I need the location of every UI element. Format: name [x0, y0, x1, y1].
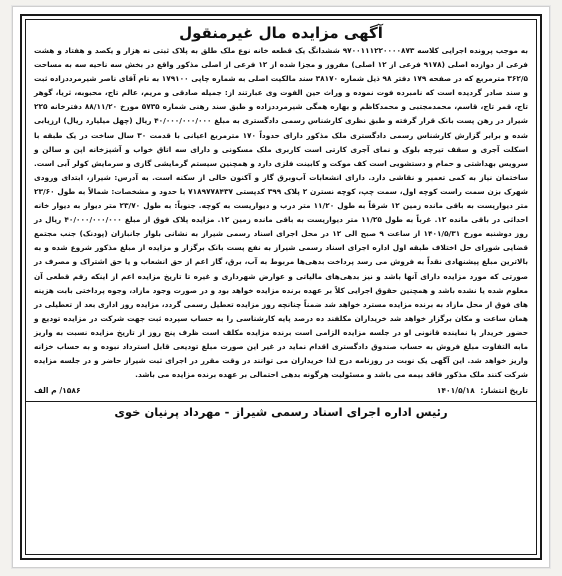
notice-title: آگهی مزایده مال غیرمنقول	[179, 24, 383, 42]
publish-date: ۱۴۰۱/۵/۱۸	[436, 386, 475, 396]
notice-outer-border	[20, 14, 542, 560]
notice-body: به موجب پرونده اجرایی کلاسه ۹۷۰۰۱۱۱۲۲۰۰۰۰۸۷۳ ششدانگ یک قطعه خانه نوع ملک طلق به پلاک ثبتی نه هزار و یکصد و هفتاد و هشت فرعی از دوازده اصلی (۹۱۷۸ فرعی از ۱۲ اصلی) مفروز و مجزا شده از ۱۲ فرعی از اصلی مذکور واقع در بخش سه ناحیه سه به مساحت ۳۶۲/۵ مترمربع که در صفحه ۱۷۹ دفتر ۹۸ ذیل شماره ۳۸۱۷۰ سند مالکیت اصلی به شماره چاپی ۱۷۹۱۰۰ به نام آقای ناصر شیرمرددزاده ثبت و سند صادر گردیده است که نامبرده فوت نموده و وراث حین الفوت وی عبارتند از: جمیله صادقی و مریم، عالم تاج، محبوبه، ثریا، گوهر تاج، قمر تاج، قاسم، محمدمجتبی و محمدکاظم و بهاره همگی شیرمرددزاده و طبق سند رهنی شماره ۵۷۳۵ مورخ ۸۸/۱۱/۲۰ دفترخانه ۲۲۵ شیراز در رهن پست بانک قرار گرفته و طبق نظری کارشناس رسمی دادگستری به مبلغ ۴۰/۰۰۰/۰۰۰/۰۰۰ ریال (چهل میلیارد ریال) ارزیابی شده و برابر گزارش کارشناس رسمی دادگستری ملک مذکور دارای حدوداً ۱۷۰ مترمربع اعیانی با قدمت ۳۰ سال ساخت در یک طبقه با اسکلت آجری و سقف تیرچه بلوک و نمای آجری کارتی است کاربری ملک مسکونی و دارای سه اتاق خواب و آشپزخانه اپن و سالن و سرویس بهداشتی و حمام و دستشویی است کف موکت و کابینت فلزی دارد و همچنین سیستم گرمایشی گازی و سرمایش کولر آبی است. ساختمان نیاز به کمی تعمیر و نقاشی دارد. دارای انشعابات آب‌وبرق گاز و آکنون خالی از سکنه است. به آدرس: شیراز، ابتدای ورودی شهرک بزن سمت راست کوچه اول، سمت چپ، کوچه نسترن ۲ پلاک ۳۹۹ کدپستی ۷۱۸۹۷۷۸۴۳۷ با حدود و مشخصات: شمالاً به طول ۲۳/۶۰ متر دیواریست به باقی مانده زمین ۱۲ شرقاً به طول ۱۱/۲۰ متر درب و دیواریست به کوچه. جنوباً: به طول ۲۳/۷۰ متر دیوار به دیوار خانه احداثی در باقی مانده ۱۲. غرباً به طول ۱۱/۲۵ متر دیواریست به باقی مانده زمین ۱۲. مزایده پلاک فوق از مبلغ ۴۰/۰۰۰/۰۰۰/۰۰۰ ریال در روز دوشنبه مورخ ۱۴۰۱/۵/۳۱ از ساعت ۹ صبح الی ۱۲ در محل اجرای اسناد رسمی شیراز به نشانی بلوار جانبازان (پودنک) جنب مجتمع قضایی شورای حل اختلاف طبقه اول اداره اجرای اسناد رسمی شیراز به نفع پست بانک برگزار و مزایده از مبلغ مذکور شروع شده و به بالاترین مبلغ پیشنهادی نقداً به فروش می رسد پرداخت بدهی‌ها مربوط به آب، برق، گاز اعم از حق انشعاب و یا حق اشتراک و مصرف در صورتی که مورد مزایده دارای آنها باشد و نیز بدهی‌های مالیاتی و عوارض شهرداری و غیره تا تاریخ مزایده اعم از اینکه رقم قطعی آن معلوم شده یا نشده باشد و همچنین حقوق اجرایی کلاً بر عهده برنده مزایده خواهد بود و در صورت وجود مازاد، وجوه پرداختی بابت هزینه های فوق از محل مازاد به برنده مزایده مسترد خواهد شد ضمناً چنانچه روز مزایده تعطیل رسمی گردد، مزایده روز اداری بعد از تعطیلی در همان ساعت و مکان برگزار خواهد شد خریداران مکلفند ده درصد پایه کارشناسی را به حساب سپرده ثبت جهت شرکت در مزایده تودیع و حضور خریدار یا نماینده قانونی او در جلسه مزایده الزامی است برنده مزایده مکلف است ظرف پنج روز از تاریخ مزایده نسبت به واریز مابه التفاوت مبلغ فروش به حساب صندوق دادگستری اقدام نماید در غیر این صورت مبلغ تودیعی قابل استرداد نبوده و به حساب خزانه واریز خواهد شد. این آگهی یک نوبت در روزنامه درج لذا خریداران می توانند در وقت مقرر در اجرای ثبت شیراز حاضر و در جلسه مزایده شرکت کنند ملک مذکور فاقد بیمه می باشد و مسئولیت هرگونه بدهی احتمالی بر عهده برنده مزایده می باشد.	[34, 46, 529, 380]
notice-meta-row	[34, 384, 528, 398]
reference-number: ۱۵۸۶/ م الف	[34, 386, 81, 396]
publish-date-label: تاریخ انتشار:	[480, 386, 528, 396]
notice-card	[12, 6, 550, 568]
notice-inner-border	[25, 19, 537, 555]
publish-date-block	[437, 384, 528, 398]
signature: رئیس اداره اجرای اسناد رسمی شیراز - مهرداد پرنیان خوی	[114, 405, 448, 420]
